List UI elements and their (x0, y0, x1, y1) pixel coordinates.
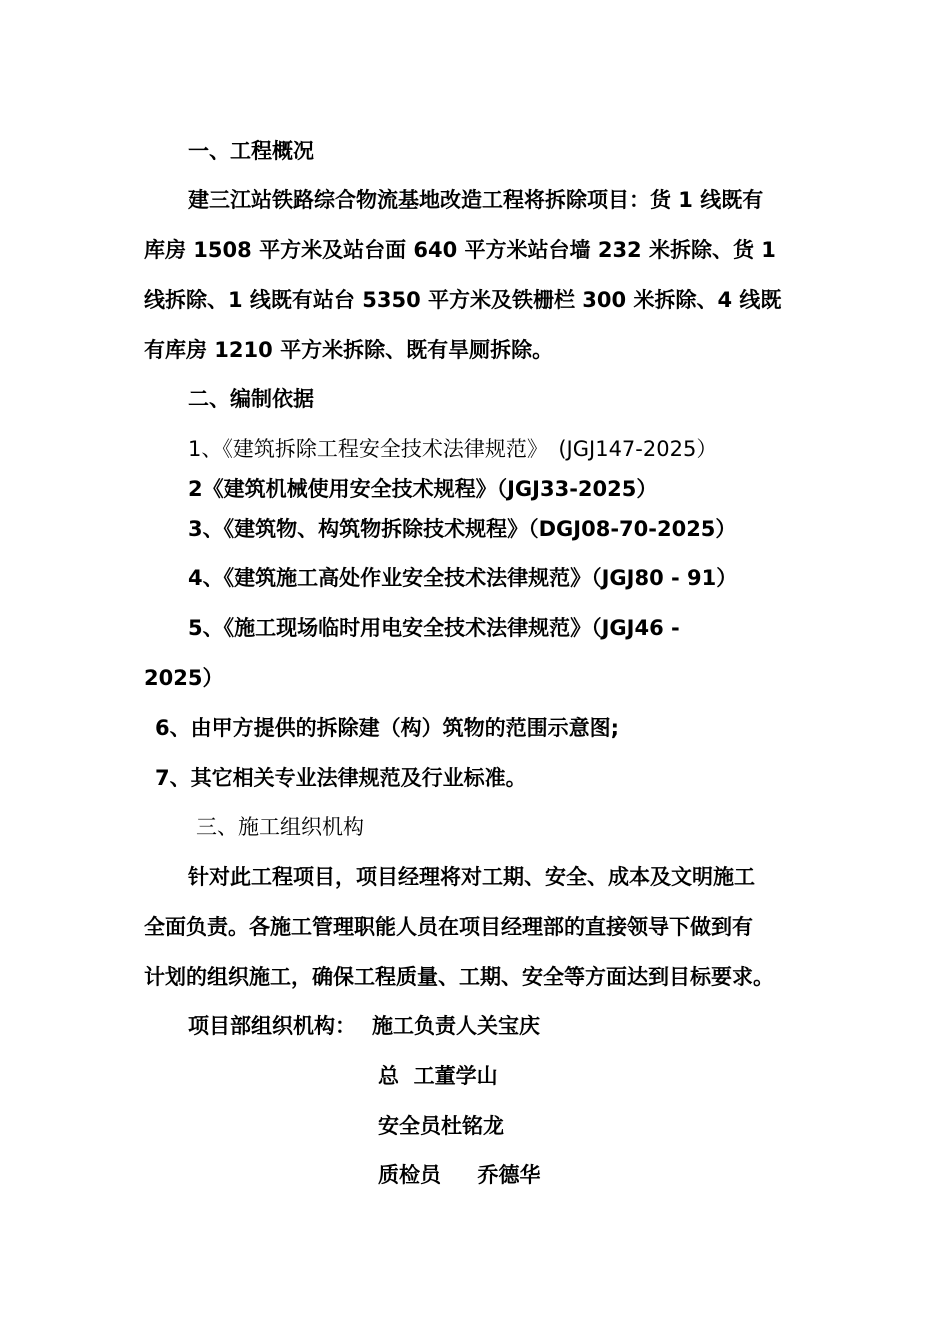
section-heading-overview: 一、工程概况 (188, 139, 314, 163)
basis-item: 1、《建筑拆除工程安全技术法律规范》 (JGJ147-2025） (188, 437, 718, 461)
organization-paragraph-line: 针对此工程项目，项目经理将对工期、安全、成本及文明施工 (188, 865, 755, 889)
basis-item: 4、《建筑施工高处作业安全技术法律规范》（JGJ80 - 91） (188, 566, 738, 590)
organization-paragraph-line: 全面负责。各施工管理职能人员在项目经理部的直接领导下做到有 (144, 915, 753, 939)
basis-item: 2《建筑机械使用安全技术规程》（JGJ33-2025） (188, 477, 658, 501)
org-member: 总 工董学山 (378, 1064, 498, 1088)
overview-paragraph-line: 有库房 1210 平方米拆除、既有旱厕拆除。 (144, 338, 554, 362)
org-member: 施工负责人关宝庆 (372, 1014, 540, 1038)
organization-paragraph-line: 计划的组织施工，确保工程质量、工期、安全等方面达到目标要求。 (144, 965, 774, 989)
basis-item: 6、由甲方提供的拆除建（构）筑物的范围示意图; (155, 716, 620, 740)
basis-item: 7、其它相关专业法律规范及行业标准。 (155, 766, 527, 790)
org-member: 安全员杜铭龙 (378, 1114, 504, 1138)
overview-paragraph-line: 线拆除、1 线既有站台 5350 平方米及铁栅栏 300 米拆除、4 线既 (144, 288, 782, 312)
basis-item: 2025） (144, 666, 224, 690)
org-structure-label: 项目部组织机构： (188, 1014, 356, 1038)
basis-item: 5、《施工现场临时用电安全技术法律规范》（JGJ46 - (188, 616, 680, 640)
section-heading-organization: 三、施工组织机构 (196, 815, 364, 839)
basis-item: 3、《建筑物、构筑物拆除技术规程》（DGJ08-70-2025） (188, 517, 737, 541)
overview-paragraph-line: 建三江站铁路综合物流基地改造工程将拆除项目：货 1 线既有 (188, 188, 764, 212)
section-heading-basis: 二、编制依据 (188, 387, 314, 411)
org-member: 质检员 乔德华 (378, 1163, 541, 1187)
overview-paragraph-line: 库房 1508 平方米及站台面 640 平方米站台墙 232 米拆除、货 1 (144, 238, 776, 262)
